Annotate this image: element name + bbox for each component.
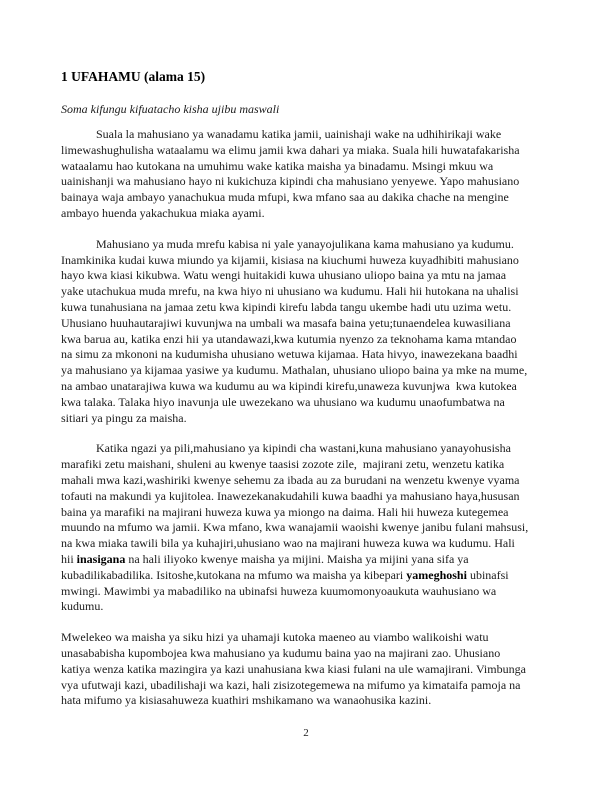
text-line: mahali mwa kazi,washiriki kwenye sehemu za ibada au za burudani na wenzetu kwenye vyama <box>61 472 520 487</box>
paragraph <box>61 441 556 615</box>
page-content <box>61 68 556 724</box>
paragraph <box>61 237 556 427</box>
text-line: marafiki zetu maishani, shuleni au kwenye taasisi zozote zile, majirani zetu, wenzetu katika <box>61 457 505 472</box>
text-line: kwa barua au, katika enzi hii ya utandawazi,kwa kutumia nyenzo za teknohama kama mtandao <box>61 331 517 346</box>
text-line: Katika ngazi ya pili,mahusiano ya kipindi cha wastani,kuna mahusiano yanayohusisha <box>96 441 511 456</box>
text-line: wataalamu hao kutokana na umuhimu wake katika maisha ya binadamu. Msingi mkuu wa <box>61 158 494 173</box>
text-line: bainaya waja ambayo yanachukua muda mfupi, kwa mfano saa au dakika chache na mengine <box>61 190 509 205</box>
instruction-text: Soma kifungu kifuatacho kisha ujibu maswali <box>61 102 280 116</box>
paragraph <box>61 630 556 709</box>
paragraph <box>61 127 556 222</box>
text-line: baina ya marafiki na majirani huweza kuwa ya miongo na daima. Hali hii huweza kutegemea <box>61 504 509 519</box>
text-line: na ambao unatarajiwa kuwa wa kudumu au wa kipindi kirefu,unaweza kuvunjwa kwa kutokea <box>61 378 517 393</box>
text-line: ya mahusiano ya kijamaa yasiwe ya kudumu. Mathalan, uhusiano uliopo baina ya mke na mume, <box>61 363 528 378</box>
text-line: Inamkinika kudai kuwa miundo ya kijamii, kisiasa na kiuchumi huweza kuyadhibiti mahusiano <box>61 252 519 267</box>
text-line: uainishanji wa mahusiano hayo ni kukichuza kipindi cha mahusiano yenyewe. Yapo mahusiano <box>61 174 520 189</box>
text-line: mwingi. Mawimbi ya mabadiliko na ubinafsi huweza kuumomonyoaukuta wauhusiano wa <box>61 583 497 598</box>
text-line: ambayo huenda yakachukua miaka ayami. <box>61 205 265 220</box>
text-line: na simu za mkononi na kudumisha uhusiano wetuwa kijamaa. Hata hivyo, inawezekana baadhi <box>61 347 518 362</box>
text-line: tofauti na makundi ya kujitolea. Inawezekanakudahili kuwa baadhi ya mahusiano haya,hususan <box>61 488 520 503</box>
text-line: vya ufutwaji kazi, ubadilishaji wa kazi, hali zisizotegemewa na mifumo ya kimataifa pamoja na <box>61 677 521 692</box>
text-line: katiya wenza katika mazingira ya kazi unahusiana kwa kiasi fulani na ule wamajirani. Vimbunga <box>61 661 526 676</box>
section-title: 1 UFAHAMU (alama 15) <box>61 69 206 84</box>
text-line: hii inasigana na hali iliyoko kwenye maisha ya mijini. Maisha ya mijini yana sifa ya <box>61 551 469 566</box>
text-line: kuwa tunahusiana na jamaa zetu kwa kipindi kirefu labda tangu ukembe hadi utu uzima wetu. <box>61 299 512 314</box>
text-line: kubadilikabadilika. Isitoshe,kutokana na mfumo wa maisha ya kibepari yameghoshi ubinafsi <box>61 567 509 582</box>
text-line: Suala la mahusiano ya wanadamu katika jamii, uainishaji wake na udhihirikaji wake <box>96 127 502 141</box>
text-line: Mwelekeo wa maisha ya siku hizi ya uhamaji kutoka maeneo au viambo walikoishi watu <box>61 630 489 645</box>
paragraphs <box>61 127 556 709</box>
text-line: yake utachukua muda mrefu, na kwa hiyo ni uhusiano wa kudumu. Hali hii hutokana na uhalisi <box>61 284 519 299</box>
page-number: 2 <box>303 727 309 739</box>
text-line: kudumu. <box>61 599 104 614</box>
text-line: muundo na mfumo wa jamii. Kwa mfano, kwa wanajamii waoishi kwenye janibu fulani mahsusi, <box>61 520 529 535</box>
text-line: Uhusiano huuhautarajiwi kuvunjwa na umbali wa masafa baina yetu;tunaendelea kuwasiliana <box>61 315 511 330</box>
text-line: kwa talaka. Talaka hiyo inavunja ule uwezekano wa uhusiano wa kudumu unaofumbatwa na <box>61 394 505 409</box>
text-line: Mahusiano ya muda mrefu kabisa ni yale yanayojulikana kama mahusiano ya kudumu. <box>96 236 514 251</box>
text-line: unasababisha kupombojea kwa mahusiano ya kudumu baina yao na majirani zao. Uhusiano <box>61 645 501 660</box>
text-line: hata mifumo ya kisiasahuweza kuathiri mshikamano wa wanaohusika kazini. <box>61 693 432 708</box>
text-line: sitiari ya pingu za maisha. <box>61 410 187 425</box>
text-line: na kwa miaka tawili bila ya kuhajiri,uhusiano wao na majirani huweza kuwa wa kudumu. Hali <box>61 536 515 551</box>
text-line: hayo kwa kiasi kikubwa. Watu wengi huitakidi kuwa uhusiano uliopo baina ya mtu na jamaa <box>61 268 507 283</box>
text-line: limewashughulisha wataalamu wa elimu jamii kwa dahari ya miaka. Suala hili huwatafakarisha <box>61 142 520 157</box>
